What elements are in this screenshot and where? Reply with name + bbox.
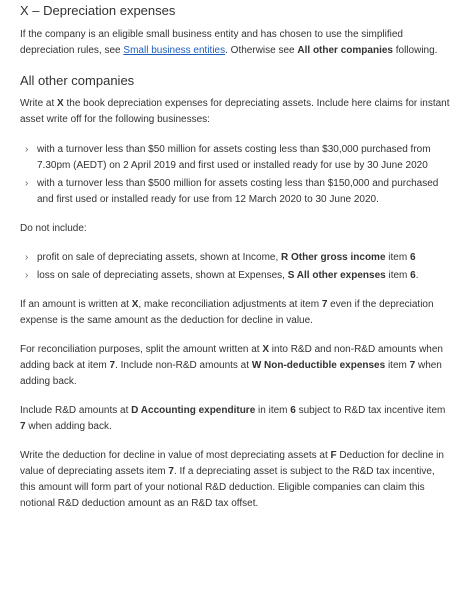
split-paragraph (20, 342, 452, 390)
decl-num: 7 (168, 466, 174, 477)
write-text-2: the book depreciation expenses for depreciating assets. Include here claims for instant asset write off for the following businesses: (20, 98, 450, 125)
split-text-4: item (385, 360, 410, 371)
exclude-1-num: 6 (409, 252, 416, 263)
reconciliation-paragraph (20, 297, 452, 329)
intro-text-3: following. (392, 45, 438, 56)
rd-text-1: Include R&D amounts at (20, 405, 132, 416)
decl-text-1: Write the deduction for decline in value of most depreciating assets at (20, 450, 331, 461)
recon-num: 7 (321, 299, 328, 310)
exclude-list (20, 250, 452, 284)
list-item (20, 250, 452, 266)
decl-label-f: F (330, 450, 337, 461)
intro-paragraph (20, 27, 452, 59)
rd-label-d: D Accounting expenditure (131, 405, 256, 416)
chevron-right-icon: › (25, 252, 29, 263)
small-business-entities-link[interactable]: Small business entities (123, 45, 226, 56)
chevron-right-icon: › (25, 178, 29, 189)
list-item (20, 268, 452, 284)
exclude-1-pre: profit on sale of depreciating assets, shown at Income, (37, 252, 282, 263)
recon-label-x: X (131, 299, 139, 310)
rd-num-1: 6 (290, 405, 296, 416)
split-num-2: 7 (409, 360, 416, 371)
rd-text-3: subject to R&D tax incentive item (295, 405, 446, 416)
write-paragraph (20, 96, 452, 128)
heading-all-other-companies: All other companies (20, 73, 135, 88)
recon-text-3: even if the depreciation expense is the same amount as the deduction for decline in value. (20, 299, 434, 326)
rd-paragraph (20, 403, 452, 435)
decl-text-2: Deduction for decline in value of depreciating assets item (20, 450, 444, 477)
split-text-2: into R&D and non-R&D amounts when adding back at item (20, 344, 443, 371)
include-item-text: with a turnover less than $500 million for assets costing less than $150,000 and purchased and first used or installed ready for use from 12 March 2020 to 30 June 2020. (37, 178, 439, 205)
recon-text-2: , make reconciliation adjustments at item (138, 299, 322, 310)
intro-text-2: . Otherwise see (225, 45, 298, 56)
split-text-3: . Include non-R&D amounts at (115, 360, 252, 371)
split-num-1: 7 (109, 360, 116, 371)
split-label-w: W Non-deductible expenses (251, 360, 386, 371)
rd-text-4: when adding back. (25, 421, 112, 432)
rd-num-2: 7 (20, 421, 26, 432)
exclude-2-num: 6 (410, 270, 416, 281)
split-text-5: when adding back. (20, 360, 442, 387)
split-text-1: For reconciliation purposes, split the amount written at (20, 344, 263, 355)
decline-paragraph (20, 448, 452, 512)
decl-text-3: . If a depreciating asset is subject to the R&D tax incentive, this amount will form part of your notional R&D deduction. Eligible companies can claim this notional R&D deduction amount as an R&D tax offset. (20, 466, 435, 509)
recon-text-1: If an amount is written at (20, 299, 132, 310)
exclude-2-label: S All other expenses (287, 270, 386, 281)
exclude-1-label: R Other gross income (281, 252, 386, 263)
label-x: X (57, 98, 64, 109)
chevron-right-icon: › (25, 144, 29, 155)
rd-text-2: in item (255, 405, 291, 416)
intro-bold-all-other: All other companies (297, 45, 393, 56)
split-label-x: X (262, 344, 270, 355)
heading-depreciation-expenses: X – Depreciation expenses (20, 3, 176, 18)
list-item (20, 176, 452, 208)
include-list (20, 142, 452, 208)
list-item (20, 142, 452, 174)
exclude-2-end: . (415, 270, 419, 281)
exclude-2-pre: loss on sale of depreciating assets, shown at Expenses, (37, 270, 288, 281)
exclude-2-mid: item (385, 270, 411, 281)
chevron-right-icon: › (25, 270, 29, 281)
include-item-text: with a turnover less than $50 million for assets costing less than $30,000 purchased from 7.30pm (AEDT) on 2 April 2019 and first used or installed ready for use by 30 June 2020 (37, 144, 431, 171)
intro-text-1: If the company is an eligible small business entity and has chosen to use the simplified depreciation rules, see (20, 29, 403, 56)
exclude-1-mid: item (385, 252, 410, 263)
do-not-include-label: Do not include: (20, 223, 87, 234)
write-text-1: Write at (20, 98, 58, 109)
